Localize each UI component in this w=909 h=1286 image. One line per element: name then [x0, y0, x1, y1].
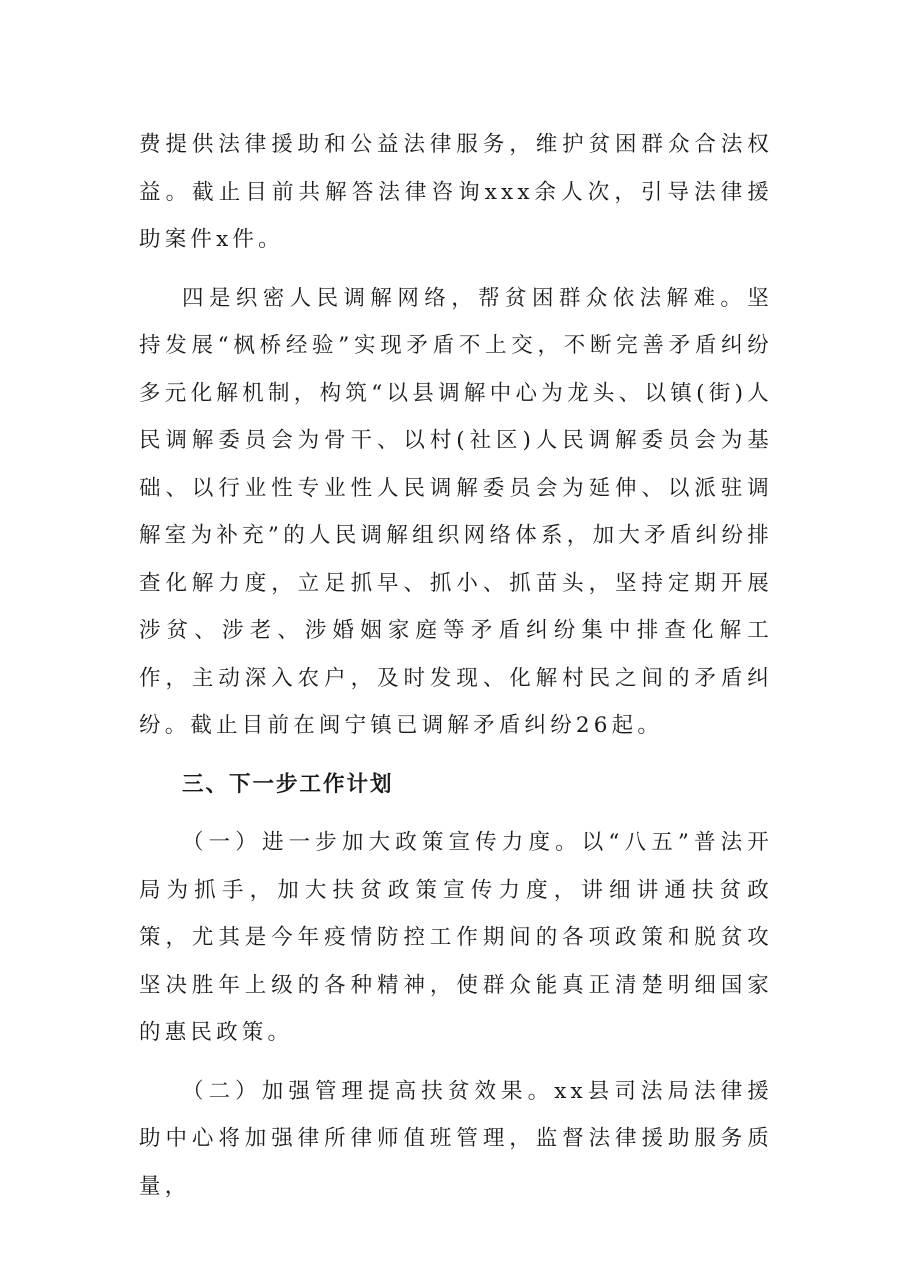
paragraph-legal-aid-continued: 费提供法律援助和公益法律服务，维护贫困群众合法权益。截止目前共解答法律咨询xxx余人次，引导法律援助案件x件。: [139, 132, 773, 252]
paragraph-mediation-network: 四是织密人民调解网络，帮贫困群众依法解难。坚持发展“枫桥经验”实现矛盾不上交，不断完善矛盾纠纷多元化解机制，构筑“以县调解中心为龙头、以镇(街)人民调解委员会为骨干、以村(社区)人民调解委员会为基础、以行业性专业性人民调解委员会为延伸、以派驻调解室为补充”的人民调解组织网络体系，加大矛盾纠纷排查化解力度，立足抓早、抓小、抓苗头，坚持定期开展涉贫、涉老、涉婚姻家庭等矛盾纠纷集中排查化解工作，主动深入农户，及时发现、化解村民之间的矛盾纠纷。截止目前在闽宁镇已调解矛盾纠纷26起。: [139, 285, 773, 738]
paragraph-policy-publicity: （一）进一步加大政策宣传力度。以“八五”普法开局为抓手，加大扶贫政策宣传力度，讲细讲通扶贫政策，尤其是今年疫情防控工作期间的各项政策和脱贫攻坚决胜年上级的各种精神，使群众能真正清楚明细国家的惠民政策。: [139, 830, 773, 1045]
document-body: [139, 121, 773, 1210]
section-heading-next-steps: 三、下一步工作计划: [182, 771, 394, 797]
paragraph-management: （二）加强管理提高扶贫效果。xx县司法局法律援助中心将加强律所律师值班管理，监督法律援助服务质量，: [139, 1078, 773, 1199]
